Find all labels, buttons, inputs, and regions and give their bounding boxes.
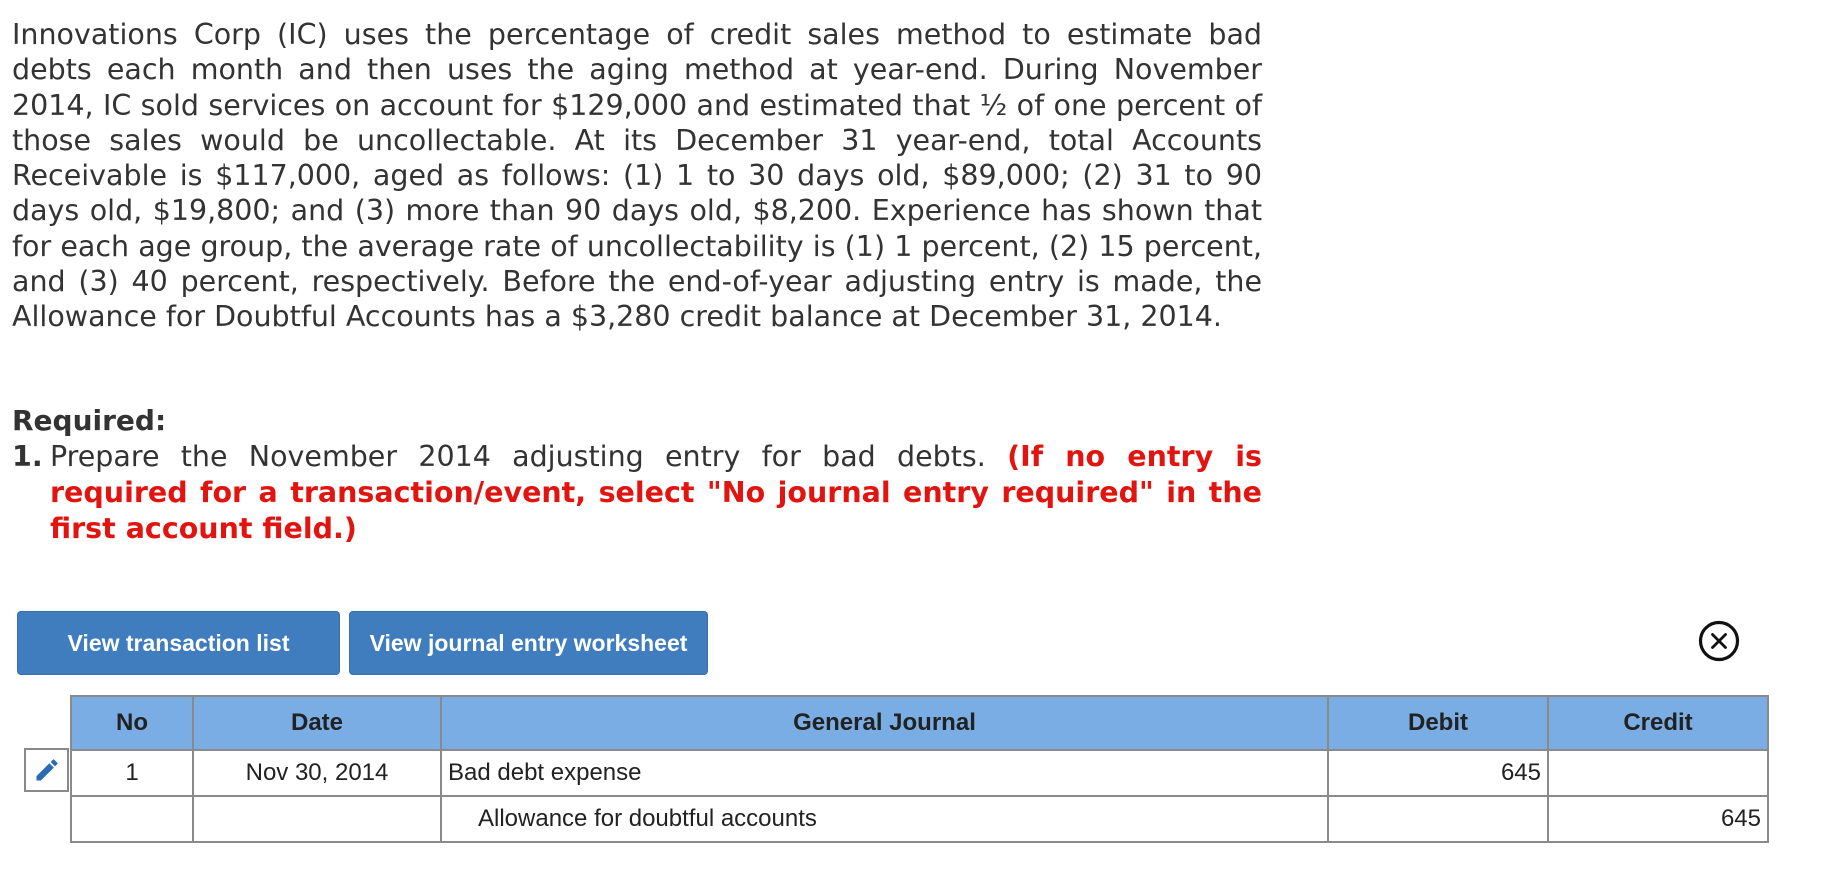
header-credit: Credit bbox=[1548, 696, 1768, 750]
row-no: 1 bbox=[71, 750, 193, 796]
header-general-journal: General Journal bbox=[441, 696, 1328, 750]
requirement-text: Prepare the November 2014 adjusting entry for bad debts. bbox=[50, 440, 986, 473]
pencil-icon bbox=[33, 756, 61, 784]
problem-statement: Innovations Corp (IC) uses the percentage of credit sales method to estimate bad debts each month and then uses the aging method at year-end. During November 2014, IC sold services on account for $129,000 and estimated that ½ of one percent of those sales would be uncollectable. At its December 31 year-end, total Accounts Receivable is $117,000, aged as follows: (1) 1 to 30 days old, $89,000; (2) 31 to 90 days old, $19,800; and (3) more than 90 days old, $8,200. Experience has shown that for each age group, the average rate of uncollectability is (1) 1 percent, (2) 15 percent, and (3) 40 percent, respectively. Before the end-of-year adjusting entry is made, the Allowance for Doubtful Accounts has a $3,280 credit balance at December 31, 2014. bbox=[12, 18, 1262, 334]
requirement-text-block bbox=[50, 439, 1262, 547]
journal-header-row bbox=[71, 696, 1768, 750]
row-credit: 645 bbox=[1548, 796, 1768, 842]
row-account: Allowance for doubtful accounts bbox=[441, 796, 1328, 842]
row-debit bbox=[1328, 796, 1548, 842]
row-credit bbox=[1548, 750, 1768, 796]
row-date bbox=[193, 796, 441, 842]
table-row bbox=[71, 796, 1768, 842]
header-date: Date bbox=[193, 696, 441, 750]
journal-table bbox=[70, 695, 1769, 843]
required-heading: Required: bbox=[12, 404, 167, 437]
table-row bbox=[71, 750, 1768, 796]
row-no bbox=[71, 796, 193, 842]
row-debit: 645 bbox=[1328, 750, 1548, 796]
requirement-number: 1. bbox=[12, 440, 43, 473]
view-transaction-list-button[interactable]: View transaction list bbox=[17, 611, 340, 675]
row-account: Bad debt expense bbox=[441, 750, 1328, 796]
edit-entry-button[interactable] bbox=[24, 748, 69, 792]
row-date: Nov 30, 2014 bbox=[193, 750, 441, 796]
header-debit: Debit bbox=[1328, 696, 1548, 750]
close-icon[interactable] bbox=[1698, 620, 1740, 662]
requirement-note: (If no entry is required for a transaction/event, select "No journal entry required" in the first account field.) bbox=[50, 440, 1263, 545]
header-no: No bbox=[71, 696, 193, 750]
view-journal-entry-worksheet-button[interactable]: View journal entry worksheet bbox=[349, 611, 708, 675]
